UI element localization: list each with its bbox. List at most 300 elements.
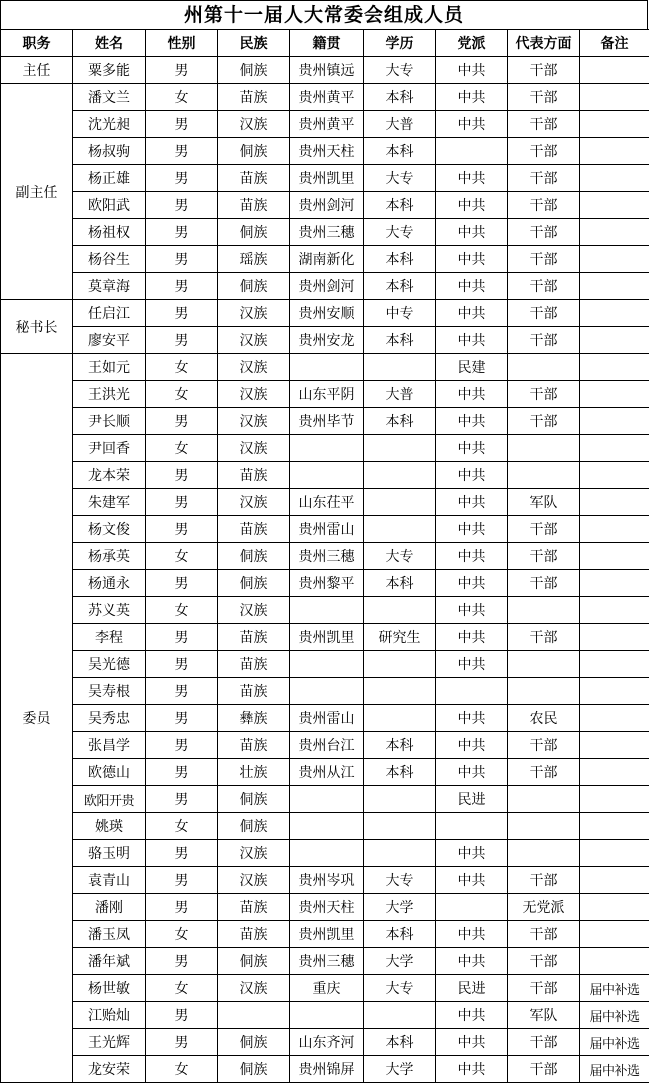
party-cell: 民建 bbox=[436, 354, 508, 381]
party-cell: 中共 bbox=[436, 489, 508, 516]
native-place-cell bbox=[290, 651, 364, 678]
ethnicity-cell: 侗族 bbox=[218, 1056, 290, 1083]
table-row bbox=[1, 516, 649, 543]
ethnicity-cell: 苗族 bbox=[218, 651, 290, 678]
constituency-cell: 干部 bbox=[508, 327, 580, 354]
constituency-cell: 干部 bbox=[508, 867, 580, 894]
party-cell: 中共 bbox=[436, 570, 508, 597]
education-cell: 本科 bbox=[364, 84, 436, 111]
table-row bbox=[1, 1002, 649, 1029]
remarks-cell: 届中补选 bbox=[580, 1029, 649, 1056]
gender-cell: 男 bbox=[146, 678, 218, 705]
gender-cell: 男 bbox=[146, 840, 218, 867]
native-place-cell bbox=[290, 597, 364, 624]
table-row bbox=[1, 111, 649, 138]
name-cell: 吴秀忠 bbox=[73, 705, 146, 732]
party-cell: 中共 bbox=[436, 732, 508, 759]
gender-cell: 男 bbox=[146, 759, 218, 786]
native-place-cell: 山东平阴 bbox=[290, 381, 364, 408]
gender-cell: 男 bbox=[146, 948, 218, 975]
native-place-cell: 贵州凯里 bbox=[290, 921, 364, 948]
table-row bbox=[1, 489, 649, 516]
name-cell: 骆玉明 bbox=[73, 840, 146, 867]
ethnicity-cell: 苗族 bbox=[218, 165, 290, 192]
native-place-cell: 贵州凯里 bbox=[290, 624, 364, 651]
ethnicity-cell: 侗族 bbox=[218, 219, 290, 246]
constituency-cell: 干部 bbox=[508, 273, 580, 300]
gender-cell: 男 bbox=[146, 300, 218, 327]
column-header-party: 党派 bbox=[436, 30, 508, 57]
constituency-cell: 干部 bbox=[508, 570, 580, 597]
gender-cell: 男 bbox=[146, 1002, 218, 1029]
remarks-cell bbox=[580, 435, 649, 462]
table-row bbox=[1, 867, 649, 894]
name-cell: 苏义英 bbox=[73, 597, 146, 624]
ethnicity-cell bbox=[218, 1002, 290, 1029]
table-row bbox=[1, 543, 649, 570]
gender-cell: 男 bbox=[146, 165, 218, 192]
column-header-name: 姓名 bbox=[73, 30, 146, 57]
ethnicity-cell: 侗族 bbox=[218, 138, 290, 165]
remarks-cell bbox=[580, 57, 649, 84]
party-cell bbox=[436, 894, 508, 921]
party-cell: 中共 bbox=[436, 408, 508, 435]
native-place-cell: 贵州天柱 bbox=[290, 894, 364, 921]
native-place-cell: 贵州剑河 bbox=[290, 273, 364, 300]
name-cell: 欧阳武 bbox=[73, 192, 146, 219]
table-row bbox=[1, 84, 649, 111]
native-place-cell bbox=[290, 435, 364, 462]
name-cell: 杨叔驹 bbox=[73, 138, 146, 165]
education-cell: 中专 bbox=[364, 300, 436, 327]
name-cell: 袁青山 bbox=[73, 867, 146, 894]
education-cell bbox=[364, 597, 436, 624]
ethnicity-cell: 侗族 bbox=[218, 57, 290, 84]
remarks-cell bbox=[580, 732, 649, 759]
education-cell bbox=[364, 651, 436, 678]
party-cell: 中共 bbox=[436, 219, 508, 246]
constituency-cell: 干部 bbox=[508, 84, 580, 111]
name-cell: 张昌学 bbox=[73, 732, 146, 759]
name-cell: 任启江 bbox=[73, 300, 146, 327]
name-cell: 王光辉 bbox=[73, 1029, 146, 1056]
constituency-cell: 干部 bbox=[508, 57, 580, 84]
party-cell: 中共 bbox=[436, 624, 508, 651]
name-cell: 潘玉凤 bbox=[73, 921, 146, 948]
table-row bbox=[1, 651, 649, 678]
remarks-cell bbox=[580, 705, 649, 732]
gender-cell: 男 bbox=[146, 489, 218, 516]
name-cell: 杨谷生 bbox=[73, 246, 146, 273]
party-cell: 中共 bbox=[436, 759, 508, 786]
name-cell: 吴寿根 bbox=[73, 678, 146, 705]
constituency-cell: 军队 bbox=[508, 489, 580, 516]
table-row bbox=[1, 570, 649, 597]
position-cell: 委员 bbox=[1, 354, 73, 1083]
name-cell: 廖安平 bbox=[73, 327, 146, 354]
ethnicity-cell: 壮族 bbox=[218, 759, 290, 786]
name-cell: 杨文俊 bbox=[73, 516, 146, 543]
table-row bbox=[1, 381, 649, 408]
ethnicity-cell: 苗族 bbox=[218, 921, 290, 948]
party-cell: 中共 bbox=[436, 84, 508, 111]
constituency-cell: 干部 bbox=[508, 192, 580, 219]
table-row bbox=[1, 327, 649, 354]
education-cell: 本科 bbox=[364, 921, 436, 948]
remarks-cell bbox=[580, 462, 649, 489]
name-cell: 潘文兰 bbox=[73, 84, 146, 111]
remarks-cell: 届中补选 bbox=[580, 1002, 649, 1029]
name-cell: 杨正雄 bbox=[73, 165, 146, 192]
remarks-cell bbox=[580, 219, 649, 246]
remarks-cell bbox=[580, 840, 649, 867]
native-place-cell: 山东茌平 bbox=[290, 489, 364, 516]
name-cell: 姚瑛 bbox=[73, 813, 146, 840]
gender-cell: 女 bbox=[146, 84, 218, 111]
gender-cell: 男 bbox=[146, 1029, 218, 1056]
remarks-cell bbox=[580, 408, 649, 435]
constituency-cell: 干部 bbox=[508, 975, 580, 1002]
name-cell: 沈光昶 bbox=[73, 111, 146, 138]
education-cell: 本科 bbox=[364, 408, 436, 435]
party-cell: 中共 bbox=[436, 840, 508, 867]
name-cell: 莫章海 bbox=[73, 273, 146, 300]
remarks-cell bbox=[580, 246, 649, 273]
native-place-cell bbox=[290, 813, 364, 840]
constituency-cell: 干部 bbox=[508, 543, 580, 570]
gender-cell: 女 bbox=[146, 975, 218, 1002]
ethnicity-cell: 汉族 bbox=[218, 840, 290, 867]
gender-cell: 男 bbox=[146, 138, 218, 165]
remarks-cell bbox=[580, 543, 649, 570]
gender-cell: 男 bbox=[146, 192, 218, 219]
name-cell: 杨世敏 bbox=[73, 975, 146, 1002]
ethnicity-cell: 苗族 bbox=[218, 624, 290, 651]
remarks-cell bbox=[580, 381, 649, 408]
party-cell: 中共 bbox=[436, 462, 508, 489]
education-cell: 大学 bbox=[364, 948, 436, 975]
party-cell: 中共 bbox=[436, 1002, 508, 1029]
party-cell bbox=[436, 138, 508, 165]
remarks-cell: 届中补选 bbox=[580, 1056, 649, 1083]
constituency-cell bbox=[508, 597, 580, 624]
ethnicity-cell: 汉族 bbox=[218, 975, 290, 1002]
native-place-cell: 贵州雷山 bbox=[290, 705, 364, 732]
name-cell: 杨祖权 bbox=[73, 219, 146, 246]
table-row bbox=[1, 138, 649, 165]
native-place-cell: 湖南新化 bbox=[290, 246, 364, 273]
education-cell: 本科 bbox=[364, 192, 436, 219]
party-cell bbox=[436, 813, 508, 840]
constituency-cell: 干部 bbox=[508, 921, 580, 948]
education-cell: 大学 bbox=[364, 1056, 436, 1083]
party-cell: 中共 bbox=[436, 597, 508, 624]
ethnicity-cell: 侗族 bbox=[218, 273, 290, 300]
education-cell: 大专 bbox=[364, 165, 436, 192]
education-cell bbox=[364, 354, 436, 381]
ethnicity-cell: 汉族 bbox=[218, 354, 290, 381]
remarks-cell bbox=[580, 597, 649, 624]
party-cell: 中共 bbox=[436, 327, 508, 354]
ethnicity-cell: 侗族 bbox=[218, 1029, 290, 1056]
name-cell: 粟多能 bbox=[73, 57, 146, 84]
education-cell bbox=[364, 1002, 436, 1029]
ethnicity-cell: 汉族 bbox=[218, 111, 290, 138]
table-row bbox=[1, 300, 649, 327]
party-cell: 中共 bbox=[436, 948, 508, 975]
party-cell: 民进 bbox=[436, 786, 508, 813]
education-cell bbox=[364, 705, 436, 732]
constituency-cell: 干部 bbox=[508, 111, 580, 138]
party-cell: 中共 bbox=[436, 867, 508, 894]
remarks-cell bbox=[580, 921, 649, 948]
native-place-cell: 贵州岑巩 bbox=[290, 867, 364, 894]
remarks-cell bbox=[580, 84, 649, 111]
position-cell: 副主任 bbox=[1, 84, 73, 300]
column-header-remarks: 备注 bbox=[580, 30, 649, 57]
gender-cell: 男 bbox=[146, 246, 218, 273]
ethnicity-cell: 苗族 bbox=[218, 894, 290, 921]
table-row bbox=[1, 921, 649, 948]
education-cell: 本科 bbox=[364, 759, 436, 786]
constituency-cell bbox=[508, 462, 580, 489]
party-cell: 中共 bbox=[436, 435, 508, 462]
education-cell bbox=[364, 489, 436, 516]
name-cell: 王洪光 bbox=[73, 381, 146, 408]
name-cell: 吴光德 bbox=[73, 651, 146, 678]
native-place-cell bbox=[290, 462, 364, 489]
gender-cell: 男 bbox=[146, 219, 218, 246]
table-row bbox=[1, 705, 649, 732]
ethnicity-cell: 苗族 bbox=[218, 678, 290, 705]
gender-cell: 男 bbox=[146, 462, 218, 489]
ethnicity-cell: 汉族 bbox=[218, 300, 290, 327]
constituency-cell: 干部 bbox=[508, 759, 580, 786]
constituency-cell bbox=[508, 354, 580, 381]
gender-cell: 女 bbox=[146, 435, 218, 462]
education-cell: 研究生 bbox=[364, 624, 436, 651]
gender-cell: 女 bbox=[146, 1056, 218, 1083]
native-place-cell: 贵州雷山 bbox=[290, 516, 364, 543]
remarks-cell bbox=[580, 165, 649, 192]
education-cell: 大学 bbox=[364, 894, 436, 921]
constituency-cell: 干部 bbox=[508, 732, 580, 759]
native-place-cell: 重庆 bbox=[290, 975, 364, 1002]
column-header-position: 职务 bbox=[1, 30, 73, 57]
education-cell: 大专 bbox=[364, 867, 436, 894]
native-place-cell: 贵州剑河 bbox=[290, 192, 364, 219]
name-cell: 江贻灿 bbox=[73, 1002, 146, 1029]
remarks-cell bbox=[580, 894, 649, 921]
ethnicity-cell: 汉族 bbox=[218, 597, 290, 624]
party-cell: 中共 bbox=[436, 705, 508, 732]
name-cell: 潘刚 bbox=[73, 894, 146, 921]
party-cell: 中共 bbox=[436, 192, 508, 219]
table-row bbox=[1, 975, 649, 1002]
gender-cell: 女 bbox=[146, 597, 218, 624]
gender-cell: 男 bbox=[146, 516, 218, 543]
gender-cell: 男 bbox=[146, 786, 218, 813]
ethnicity-cell: 侗族 bbox=[218, 813, 290, 840]
education-cell bbox=[364, 678, 436, 705]
name-cell: 杨承英 bbox=[73, 543, 146, 570]
ethnicity-cell: 汉族 bbox=[218, 435, 290, 462]
ethnicity-cell: 苗族 bbox=[218, 462, 290, 489]
education-cell: 本科 bbox=[364, 138, 436, 165]
gender-cell: 女 bbox=[146, 813, 218, 840]
remarks-cell bbox=[580, 111, 649, 138]
native-place-cell: 贵州黄平 bbox=[290, 111, 364, 138]
name-cell: 王如元 bbox=[73, 354, 146, 381]
gender-cell: 女 bbox=[146, 354, 218, 381]
position-cell: 主任 bbox=[1, 57, 73, 84]
constituency-cell: 农民 bbox=[508, 705, 580, 732]
table-row bbox=[1, 354, 649, 381]
remarks-cell bbox=[580, 651, 649, 678]
remarks-cell bbox=[580, 354, 649, 381]
education-cell bbox=[364, 435, 436, 462]
table-title: 州第十一届人大常委会组成人员 bbox=[0, 0, 648, 29]
column-header-ethnicity: 民族 bbox=[218, 30, 290, 57]
remarks-cell bbox=[580, 300, 649, 327]
table-row bbox=[1, 1029, 649, 1056]
constituency-cell: 无党派 bbox=[508, 894, 580, 921]
native-place-cell bbox=[290, 1002, 364, 1029]
party-cell: 中共 bbox=[436, 516, 508, 543]
gender-cell: 男 bbox=[146, 651, 218, 678]
ethnicity-cell: 侗族 bbox=[218, 948, 290, 975]
ethnicity-cell: 苗族 bbox=[218, 516, 290, 543]
remarks-cell bbox=[580, 759, 649, 786]
name-cell: 李程 bbox=[73, 624, 146, 651]
constituency-cell: 干部 bbox=[508, 138, 580, 165]
party-cell bbox=[436, 678, 508, 705]
native-place-cell: 贵州毕节 bbox=[290, 408, 364, 435]
table-body bbox=[1, 57, 649, 1083]
ethnicity-cell: 苗族 bbox=[218, 84, 290, 111]
table-row bbox=[1, 597, 649, 624]
native-place-cell: 贵州镇远 bbox=[290, 57, 364, 84]
native-place-cell: 贵州安龙 bbox=[290, 327, 364, 354]
party-cell: 中共 bbox=[436, 57, 508, 84]
name-cell: 潘年斌 bbox=[73, 948, 146, 975]
gender-cell: 男 bbox=[146, 624, 218, 651]
table-row bbox=[1, 894, 649, 921]
remarks-cell bbox=[580, 786, 649, 813]
remarks-cell bbox=[580, 327, 649, 354]
name-cell: 尹回香 bbox=[73, 435, 146, 462]
gender-cell: 女 bbox=[146, 381, 218, 408]
table-row bbox=[1, 462, 649, 489]
native-place-cell: 贵州安顺 bbox=[290, 300, 364, 327]
gender-cell: 男 bbox=[146, 867, 218, 894]
education-cell: 本科 bbox=[364, 246, 436, 273]
ethnicity-cell: 汉族 bbox=[218, 381, 290, 408]
party-cell: 中共 bbox=[436, 543, 508, 570]
table-row bbox=[1, 219, 649, 246]
column-header-native-place: 籍贯 bbox=[290, 30, 364, 57]
native-place-cell bbox=[290, 678, 364, 705]
constituency-cell: 干部 bbox=[508, 246, 580, 273]
education-cell bbox=[364, 813, 436, 840]
education-cell: 大专 bbox=[364, 543, 436, 570]
gender-cell: 男 bbox=[146, 273, 218, 300]
table-row bbox=[1, 813, 649, 840]
remarks-cell bbox=[580, 273, 649, 300]
ethnicity-cell: 彝族 bbox=[218, 705, 290, 732]
party-cell: 中共 bbox=[436, 111, 508, 138]
name-cell: 杨通永 bbox=[73, 570, 146, 597]
constituency-cell bbox=[508, 651, 580, 678]
remarks-cell bbox=[580, 948, 649, 975]
table-row bbox=[1, 57, 649, 84]
native-place-cell bbox=[290, 354, 364, 381]
education-cell bbox=[364, 462, 436, 489]
constituency-cell: 干部 bbox=[508, 381, 580, 408]
remarks-cell bbox=[580, 624, 649, 651]
remarks-cell bbox=[580, 813, 649, 840]
ethnicity-cell: 侗族 bbox=[218, 543, 290, 570]
name-cell: 欧德山 bbox=[73, 759, 146, 786]
party-cell: 中共 bbox=[436, 1029, 508, 1056]
constituency-cell: 干部 bbox=[508, 300, 580, 327]
constituency-cell bbox=[508, 840, 580, 867]
ethnicity-cell: 汉族 bbox=[218, 408, 290, 435]
constituency-cell: 干部 bbox=[508, 948, 580, 975]
constituency-cell: 干部 bbox=[508, 624, 580, 651]
ethnicity-cell: 侗族 bbox=[218, 570, 290, 597]
constituency-cell bbox=[508, 678, 580, 705]
native-place-cell: 山东齐河 bbox=[290, 1029, 364, 1056]
remarks-cell: 届中补选 bbox=[580, 975, 649, 1002]
native-place-cell: 贵州从江 bbox=[290, 759, 364, 786]
ethnicity-cell: 汉族 bbox=[218, 489, 290, 516]
table-row bbox=[1, 408, 649, 435]
constituency-cell bbox=[508, 813, 580, 840]
remarks-cell bbox=[580, 489, 649, 516]
ethnicity-cell: 侗族 bbox=[218, 786, 290, 813]
native-place-cell: 贵州三穗 bbox=[290, 543, 364, 570]
constituency-cell: 干部 bbox=[508, 408, 580, 435]
table-row bbox=[1, 948, 649, 975]
party-cell: 中共 bbox=[436, 165, 508, 192]
party-cell: 中共 bbox=[436, 273, 508, 300]
position-cell: 秘书长 bbox=[1, 300, 73, 354]
ethnicity-cell: 苗族 bbox=[218, 732, 290, 759]
ethnicity-cell: 汉族 bbox=[218, 867, 290, 894]
ethnicity-cell: 苗族 bbox=[218, 192, 290, 219]
constituency-cell bbox=[508, 435, 580, 462]
constituency-cell: 干部 bbox=[508, 516, 580, 543]
table-row bbox=[1, 192, 649, 219]
remarks-cell bbox=[580, 192, 649, 219]
gender-cell: 男 bbox=[146, 570, 218, 597]
constituency-cell: 干部 bbox=[508, 165, 580, 192]
party-cell: 中共 bbox=[436, 300, 508, 327]
table-row bbox=[1, 840, 649, 867]
education-cell: 大专 bbox=[364, 975, 436, 1002]
remarks-cell bbox=[580, 138, 649, 165]
remarks-cell bbox=[580, 570, 649, 597]
education-cell: 大普 bbox=[364, 381, 436, 408]
native-place-cell: 贵州黎平 bbox=[290, 570, 364, 597]
remarks-cell bbox=[580, 516, 649, 543]
native-place-cell bbox=[290, 840, 364, 867]
table-row bbox=[1, 273, 649, 300]
party-cell: 中共 bbox=[436, 921, 508, 948]
gender-cell: 男 bbox=[146, 705, 218, 732]
native-place-cell: 贵州三穗 bbox=[290, 219, 364, 246]
